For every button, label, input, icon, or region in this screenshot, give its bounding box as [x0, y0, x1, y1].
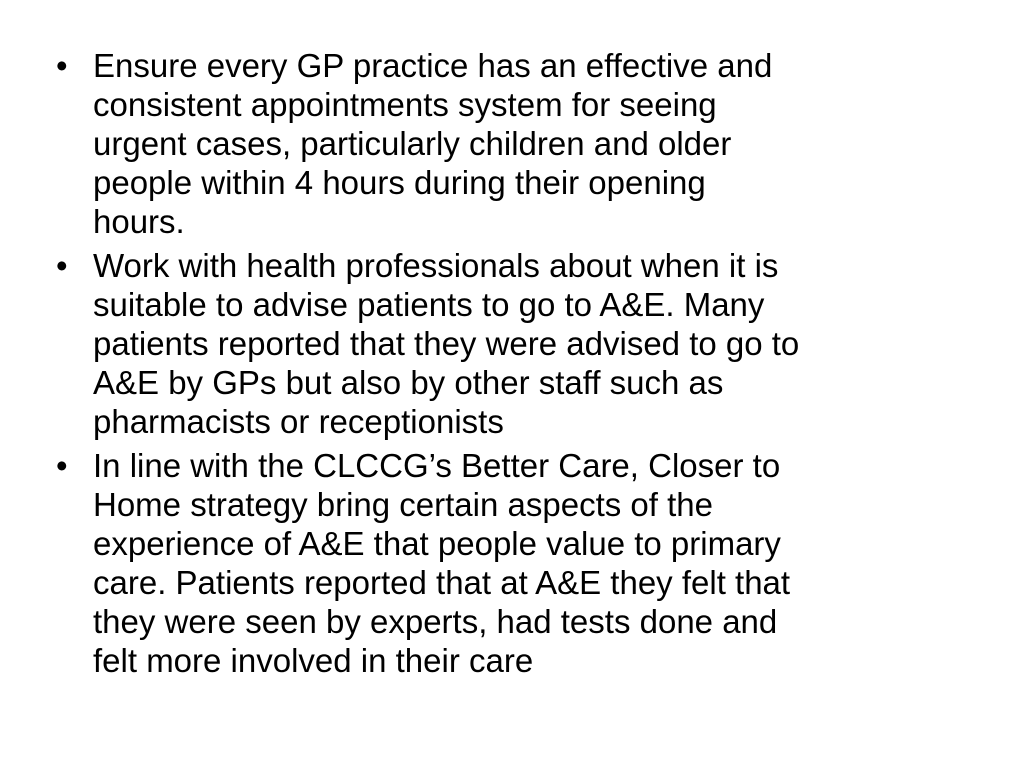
bullet-point-icon: •: [56, 447, 68, 484]
text-line: patients reported that they were advised to go to: [93, 325, 800, 362]
text-line: experience of A&E that people value to primary: [93, 525, 781, 562]
text-line: Work with health professionals about when it is: [93, 247, 779, 284]
text-line: Ensure every GP practice has an effective and: [93, 47, 773, 84]
bullet-text: [93, 46, 956, 241]
bullet-item-gp-appointments: [56, 46, 956, 241]
text-line: suitable to advise patients to go to A&E. Many: [93, 286, 765, 323]
bullet-list: [56, 46, 956, 685]
bullet-item-health-professionals: [56, 246, 956, 441]
text-line: people within 4 hours during their opening: [93, 164, 706, 201]
text-line: In line with the CLCCG’s Better Care, Closer to: [93, 447, 781, 484]
bullet-point-icon: •: [56, 47, 68, 84]
text-line: consistent appointments system for seeing: [93, 86, 717, 123]
text-line: Home strategy bring certain aspects of the: [93, 486, 713, 523]
text-line: felt more involved in their care: [93, 642, 534, 679]
bullet-text: [93, 446, 956, 680]
text-line: care. Patients reported that at A&E they felt that: [93, 564, 791, 601]
bullet-item-clccg-strategy: [56, 446, 956, 680]
bullet-text: [93, 246, 956, 441]
text-line: A&E by GPs but also by other staff such as: [93, 364, 724, 401]
bullet-point-icon: •: [56, 247, 68, 284]
text-line: urgent cases, particularly children and older: [93, 125, 732, 162]
text-line: they were seen by experts, had tests done and: [93, 603, 778, 640]
text-line: hours.: [93, 203, 185, 240]
text-line: pharmacists or receptionists: [93, 403, 504, 440]
